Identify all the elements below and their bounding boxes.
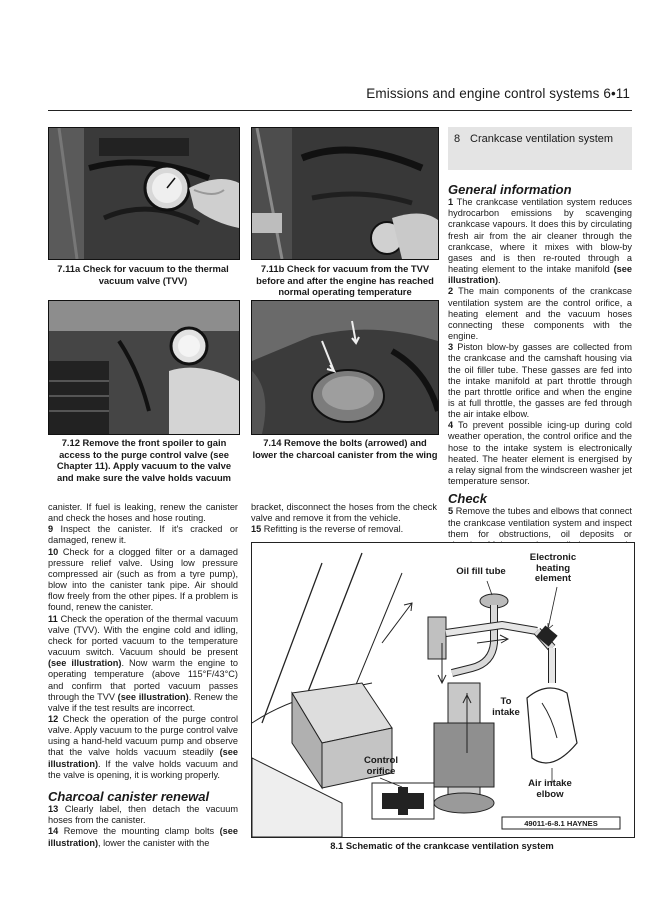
caption-7-12: 7.12 Remove the front spoiler to gain access to the purge control valve (see Chapter 11). Apply vacuum to the valve and make sure the valve holds vacuum	[56, 437, 232, 483]
photo-7-11b	[251, 127, 439, 260]
caption-7-11a: 7.11a Check for vacuum to the thermal vacuum valve (TVV)	[57, 263, 229, 286]
paragraph-9: 9 Inspect the canister. If it's cracked or damaged, renew it.	[48, 524, 238, 546]
label-oil-fill-tube: Oil fill tube	[456, 566, 506, 577]
header-rule	[48, 110, 632, 111]
heading-charcoal-canister-renewal: Charcoal canister renewal	[48, 788, 210, 804]
heading-general-information: General information	[448, 182, 572, 197]
section-number: 8	[454, 133, 461, 145]
paragraph-13: 13 Clearly label, then detach the vacuum hoses from the canister.	[48, 804, 238, 826]
caption-8-1: 8.1 Schematic of the crankcase ventilation system	[330, 840, 554, 851]
label-air-intake-elbow: Air intake elbow	[528, 778, 572, 800]
column-2-text	[251, 502, 437, 535]
caption-7-14: 7.14 Remove the bolts (arrowed) and lower the charcoal canister from the wing	[252, 437, 438, 460]
photo-7-11a	[48, 127, 240, 260]
paragraph-canister: canister. If fuel is leaking, renew the canister and check the hoses and hose routing.	[48, 502, 238, 524]
diagram-code: 49011-6-8.1 HAYNES	[524, 819, 598, 828]
paragraph-2: 2 The main components of the crankcase ventilation system are the control orifice, a heating element and the vacuum hoses connecting these components with the engine.	[448, 286, 632, 342]
paragraph-5: 5 Remove the tubes and elbows that connect the crankcase ventilation system and inspect them for obstructions, oil deposits or	[448, 506, 632, 539]
paragraph-12: 12 Check the operation of the purge control valve. Apply vacuum to the purge control valve using a hand-held vacuum pump and observe that the valve holds vacuum steadily (see illustration). If the valve holds vacuum and the valve is opening, it is working properly.	[48, 713, 239, 780]
paragraph-11: 11 Check the operation of the thermal vacuum valve (TVV). With the engine cold and idling, check for ported vacuum to the temperature vacuum switch. Vacuum should be present (see illustration). Now warm the engine to operating temperature (above 115°F/43°C) and confirm that ported vacuum passes through the TVV (see illustration). Renew the valve if the test results are incorrect.	[48, 613, 238, 713]
label-to-intake: To intake	[492, 696, 520, 718]
section-heading-box	[448, 127, 632, 170]
label-electronic-heating-element: Electronic heating element	[529, 552, 577, 585]
photo-7-12	[48, 300, 240, 435]
paragraph-4: 4 To prevent possible icing-up during cold weather operation, the control orifice and the hose to the intake system is electronically heated. The heater element is energised by a relay signal from the windscreen washer jet temperature sensor.	[448, 420, 632, 487]
crankcase-ventilation-diagram	[251, 542, 635, 838]
paragraph-15: 15 Refitting is the reverse of removal.	[251, 524, 404, 535]
paragraph-1: 1 The crankcase ventilation system reduces hydrocarbon emissions by scavenging crankcase vapours. It does this by circulating fresh air from the air cleaner through the crankcase, where it mixes with blow-by gases and is then re-routed through a heating element to the intake manifold (see illustration).	[448, 197, 632, 286]
column-1-text	[48, 502, 238, 849]
paragraph-10: 10 Check for a clogged filter or a damaged pressure relief valve. Using low pressure compressed air (such as from a tyre pump), blow into the canister tank pipe. Air should flow freely from the other pipes. If a problem is found, renew the canister.	[48, 546, 238, 613]
heading-check: Check	[448, 491, 488, 507]
paragraph-3: 3 Piston blow-by gasses are collected from the crankcase and the camshaft housing via the oil filler tube. These gasses are fed into the intake manifold at part throttle through the part throttle orifice and when the engine is at full throttle, the gasses are fed through the air intake elbow.	[448, 342, 632, 420]
page-header-title: Emissions and engine control systems 6•11	[366, 86, 630, 101]
caption-7-11b: 7.11b Check for vacuum from the TVV before and after the engine has reached normal operating temperature	[256, 263, 434, 298]
column-3-text	[448, 184, 632, 562]
section-title: Crankcase ventilation system	[470, 133, 614, 145]
paragraph-14: 14 Remove the mounting clamp bolts (see illustration), lower the canister with the	[48, 826, 238, 848]
label-control-orifice: Control orifice	[363, 755, 399, 777]
photo-7-14	[251, 300, 439, 435]
paragraph-bracket: bracket, disconnect the hoses from the check valve and remove it from the vehicle.	[251, 502, 437, 524]
